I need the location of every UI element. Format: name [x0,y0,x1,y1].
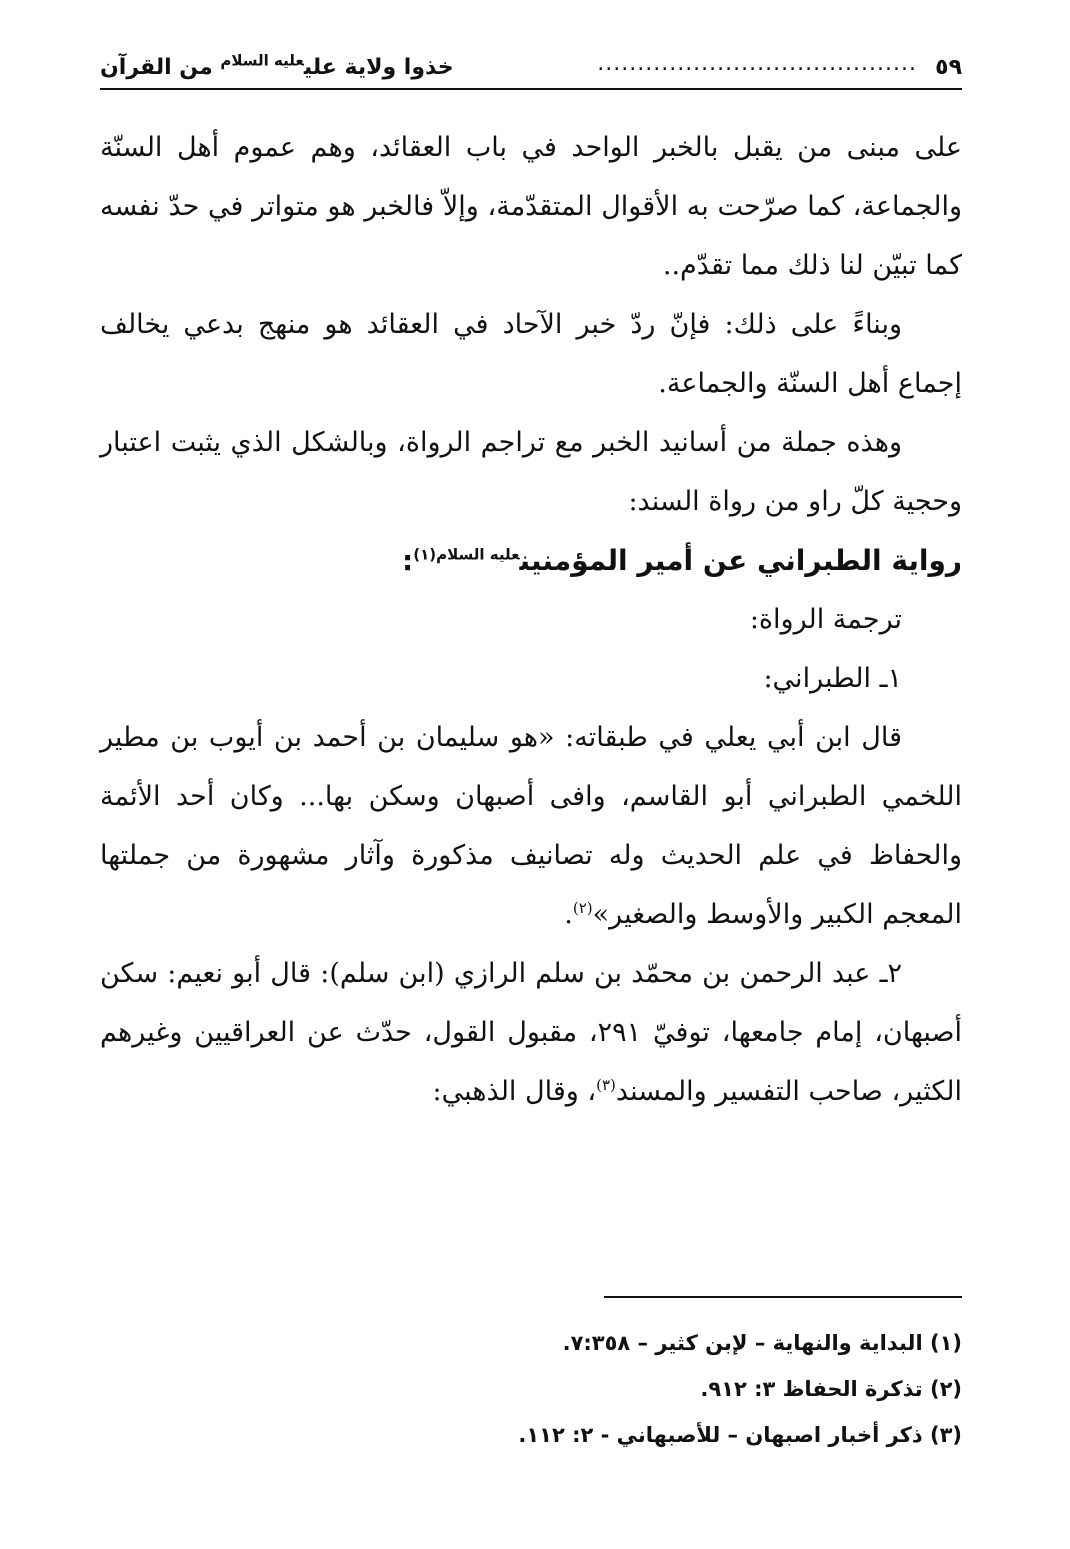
main-text [100,118,962,1121]
paragraph-2: وبناءً على ذلك: فإنّ ردّ خبر الآحاد في العقائد هو منهج بدعي يخالف إجماع أهل السنّة والجماعة. [100,309,962,399]
book-title-suffix: من القرآن [100,55,221,80]
paragraph-3: وهذه جملة من أسانيد الخبر مع تراجم الرواة، وبالشكل الذي يثبت اعتبار وحجية كلّ راو من رواة السند: [100,427,962,517]
heading-text: رواية الطبراني عن أمير المؤمنين [519,544,962,577]
paragraph-5 [100,944,962,1121]
paragraph-5-end: ، وقال الذهبي: [432,1076,597,1107]
footnote-ref-3: (٣) [596,1076,616,1094]
footnote-separator [604,1296,962,1298]
honorific-mark: عليه السلام [220,51,304,70]
paragraph-5-text: ٢ـ عبد الرحمن بن محمّد بن سلم الرازي (ابن سلم): قال أبو نعيم: سكن أصبهان، إمام جامعها، توفيّ ٢٩١، مقبول القول، حدّث عن العراقيين وغيرهم الكثير، صاحب التفسير والمسند [100,958,962,1107]
footnote-ref-1: (١) [413,545,437,564]
footnote-3: (٣) ذكر أخبار اصبهان – للأصبهاني - ٢: ١١٢. [518,1423,962,1447]
section-label: ترجمة الرواة: [749,604,902,635]
item-1-label: ١ـ الطبراني: [763,663,902,694]
paragraph-4-end: . [564,899,573,930]
book-title-main: خذوا ولاية علي [303,55,454,80]
section-heading [100,531,962,590]
heading-colon: : [402,544,414,577]
paragraph-4 [100,708,962,944]
footnote-2: (٢) تذكرة الحفاظ ٣: ٩١٢. [700,1377,962,1401]
book-title [100,48,454,88]
paragraph-1: على مبنى من يقبل بالخبر الواحد في باب العقائد، وهم عموم أهل السنّة والجماعة، كما صرّحت به الأقوال المتقدّمة، وإلاّ فالخبر هو متواتر في حدّ نفسه كما تبيّن لنا ذلك مما تقدّم.. [100,132,962,281]
leader-dots: ........................................ [597,51,917,76]
running-header [100,48,962,90]
page-number: ٥٩ [935,55,962,80]
paragraph-4-text: قال ابن أبي يعلي في طبقاته: «هو سليمان بن أحمد بن أيوب بن مطير اللخمي الطبراني أبو القاسم، وافى أصبهان وسكن بها... وكان أحد الأئمة والحفاظ في علم الحديث وله تصانيف مذكورة وآثار مشهورة من جملتها المعجم الكبير والأوسط والصغير» [100,722,962,930]
heading-honorific: عليه السلام [436,545,520,564]
footnote-1: (١) البداية والنهاية – لإبن كثير – ٧:٣٥٨. [562,1331,962,1355]
footnote-ref-2: (٢) [572,899,593,917]
footnotes [100,1320,962,1458]
